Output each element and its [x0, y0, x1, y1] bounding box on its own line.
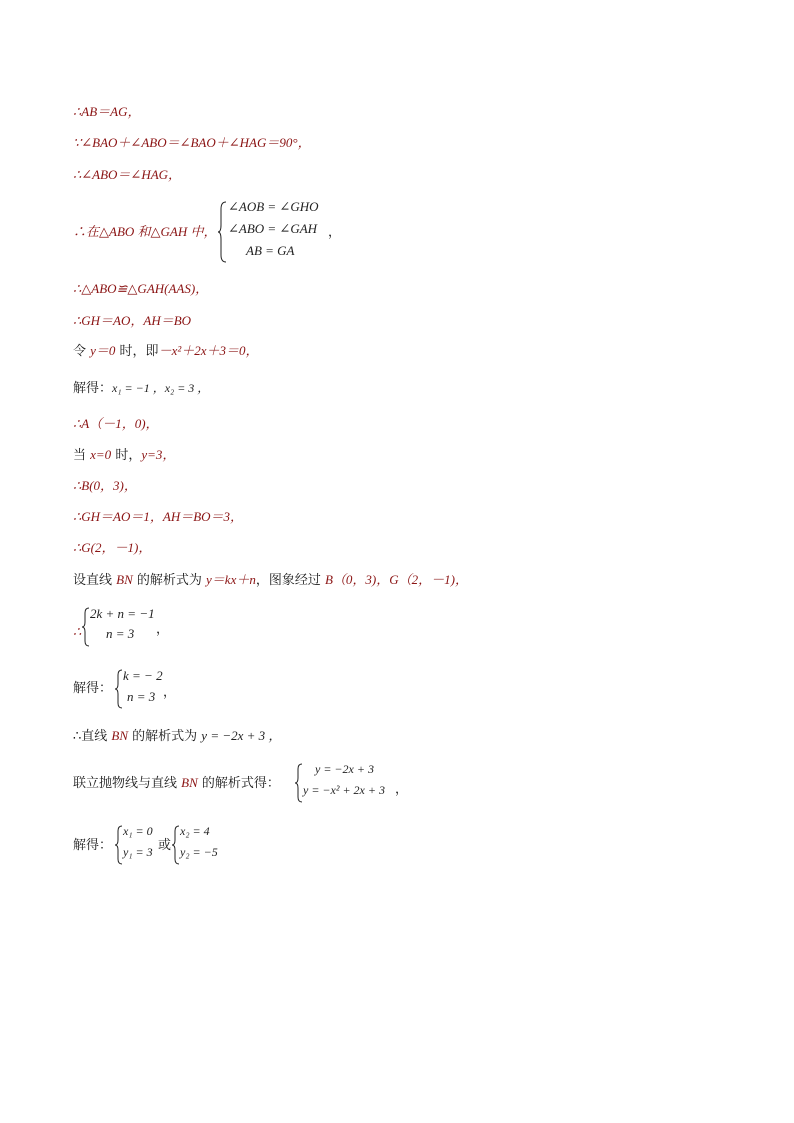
- system-row: y₁ = 3: [123, 845, 153, 859]
- text: ∴直线: [73, 729, 112, 744]
- equation-system-combine: [295, 762, 415, 804]
- text: 解得：: [73, 381, 113, 396]
- math-text: x₁ = −1 ，x₂ = 3 ，: [112, 381, 210, 395]
- math-text: ∵∠BAO＋∠ABO＝∠BAO＋∠HAG＝90°，: [73, 135, 311, 150]
- equation-system-congruence: [218, 199, 342, 263]
- math-text: y = −2x + 3 ，: [201, 728, 282, 743]
- system-row: AB = GA: [246, 243, 295, 258]
- line-solve-x: [73, 380, 209, 397]
- system-row: 2k + n = −1: [90, 606, 155, 621]
- system-row: n = 3: [106, 626, 135, 641]
- math-text: ∴GH＝AO，AH＝BO: [73, 313, 192, 328]
- system-row: y = −x² + 2x + 3: [303, 783, 385, 797]
- left-brace-icon: [82, 607, 90, 647]
- text: 的解析式得：: [197, 776, 280, 791]
- text: 时，: [111, 448, 142, 463]
- left-brace-icon: [115, 825, 123, 865]
- text: 当: [73, 448, 91, 463]
- punctuation: ，: [395, 781, 409, 796]
- system-row: n = 3: [127, 689, 156, 704]
- left-brace-icon: [218, 201, 228, 263]
- math-text: ∴B(0，3)，: [73, 478, 137, 493]
- equation-system-solution-2: [172, 824, 232, 866]
- line-triangles-intro: [73, 224, 216, 241]
- line-solve-kn-prefix: [73, 681, 112, 697]
- punctuation: ，: [156, 621, 170, 636]
- left-brace-icon: [295, 763, 303, 803]
- system-row: x₁ = 0: [123, 824, 153, 838]
- punctuation: ，: [328, 224, 342, 239]
- math-text: ∴GH＝AO＝1，AH＝BO＝3，: [73, 509, 244, 524]
- math-text: ∴: [73, 624, 82, 639]
- text: 设直线: [73, 573, 117, 588]
- math-text: B（0，3)，G（2，－1)，: [324, 572, 468, 587]
- line-when-x-zero: [73, 447, 175, 464]
- system-row: ∠ABO = ∠GAH: [228, 221, 318, 236]
- line-point-b: [73, 478, 137, 495]
- line-point-g: [73, 540, 151, 557]
- math-text: ∴AB＝AG，: [73, 104, 141, 119]
- system-row: y = −2x + 3: [315, 762, 374, 776]
- text: 解得：: [73, 838, 113, 853]
- punctuation: ，: [163, 684, 177, 699]
- system-row: y₂ = −5: [180, 845, 218, 859]
- line-let-y-zero: [73, 343, 259, 360]
- text: 联立抛物线与直线: [73, 776, 182, 791]
- text: 令: [73, 344, 91, 359]
- math-text: ∴∠ABO＝∠HAG，: [73, 167, 182, 182]
- line-ab-eq-ag: [73, 104, 140, 121]
- text: 解得：: [73, 681, 113, 696]
- equation-system-kn: [82, 606, 172, 648]
- line-system-kn-prefix: [73, 624, 81, 641]
- line-combine: [73, 775, 280, 792]
- text: 的解析式为: [128, 729, 202, 744]
- math-text: y＝0: [90, 343, 116, 358]
- line-final-solve-prefix: [73, 838, 112, 854]
- math-text: ∴G(2，－1)，: [73, 540, 152, 555]
- line-point-a: [73, 416, 159, 433]
- line-set-bn: [73, 572, 468, 589]
- system-row: k = − 2: [123, 668, 163, 683]
- line-gh-values: [73, 509, 243, 526]
- or-label: [158, 838, 171, 854]
- line-angle-equal: [73, 167, 181, 184]
- math-text: y=3，: [141, 447, 176, 462]
- left-brace-icon: [172, 825, 180, 865]
- math-text: －x²＋2x＋3＝0，: [158, 343, 259, 358]
- system-row: x₂ = 4: [180, 824, 210, 838]
- text: 的解析式为: [132, 573, 207, 588]
- line-bn-expression: [73, 728, 281, 745]
- left-brace-icon: [115, 669, 123, 709]
- math-text: ∴A（－1，0)，: [73, 416, 159, 431]
- math-text: ∴在△ABO 和△GAH 中，: [73, 224, 217, 239]
- text: 或: [158, 838, 172, 853]
- equation-system-kn-solution: [115, 668, 185, 710]
- line-congruent: [73, 281, 208, 298]
- math-text: BN: [181, 775, 198, 790]
- math-text: y＝kx＋n: [206, 572, 256, 587]
- line-angle-sum: [73, 135, 311, 152]
- math-text: x=0: [90, 447, 112, 462]
- text: ，图象经过: [255, 573, 325, 588]
- math-text: BN: [116, 572, 133, 587]
- math-text: BN: [111, 728, 129, 743]
- system-row: ∠AOB = ∠GHO: [228, 199, 319, 214]
- text: 时，即: [115, 344, 159, 359]
- math-text: ∴△ABO≌△GAH(AAS)，: [73, 281, 209, 296]
- line-gh-ah: [73, 313, 191, 330]
